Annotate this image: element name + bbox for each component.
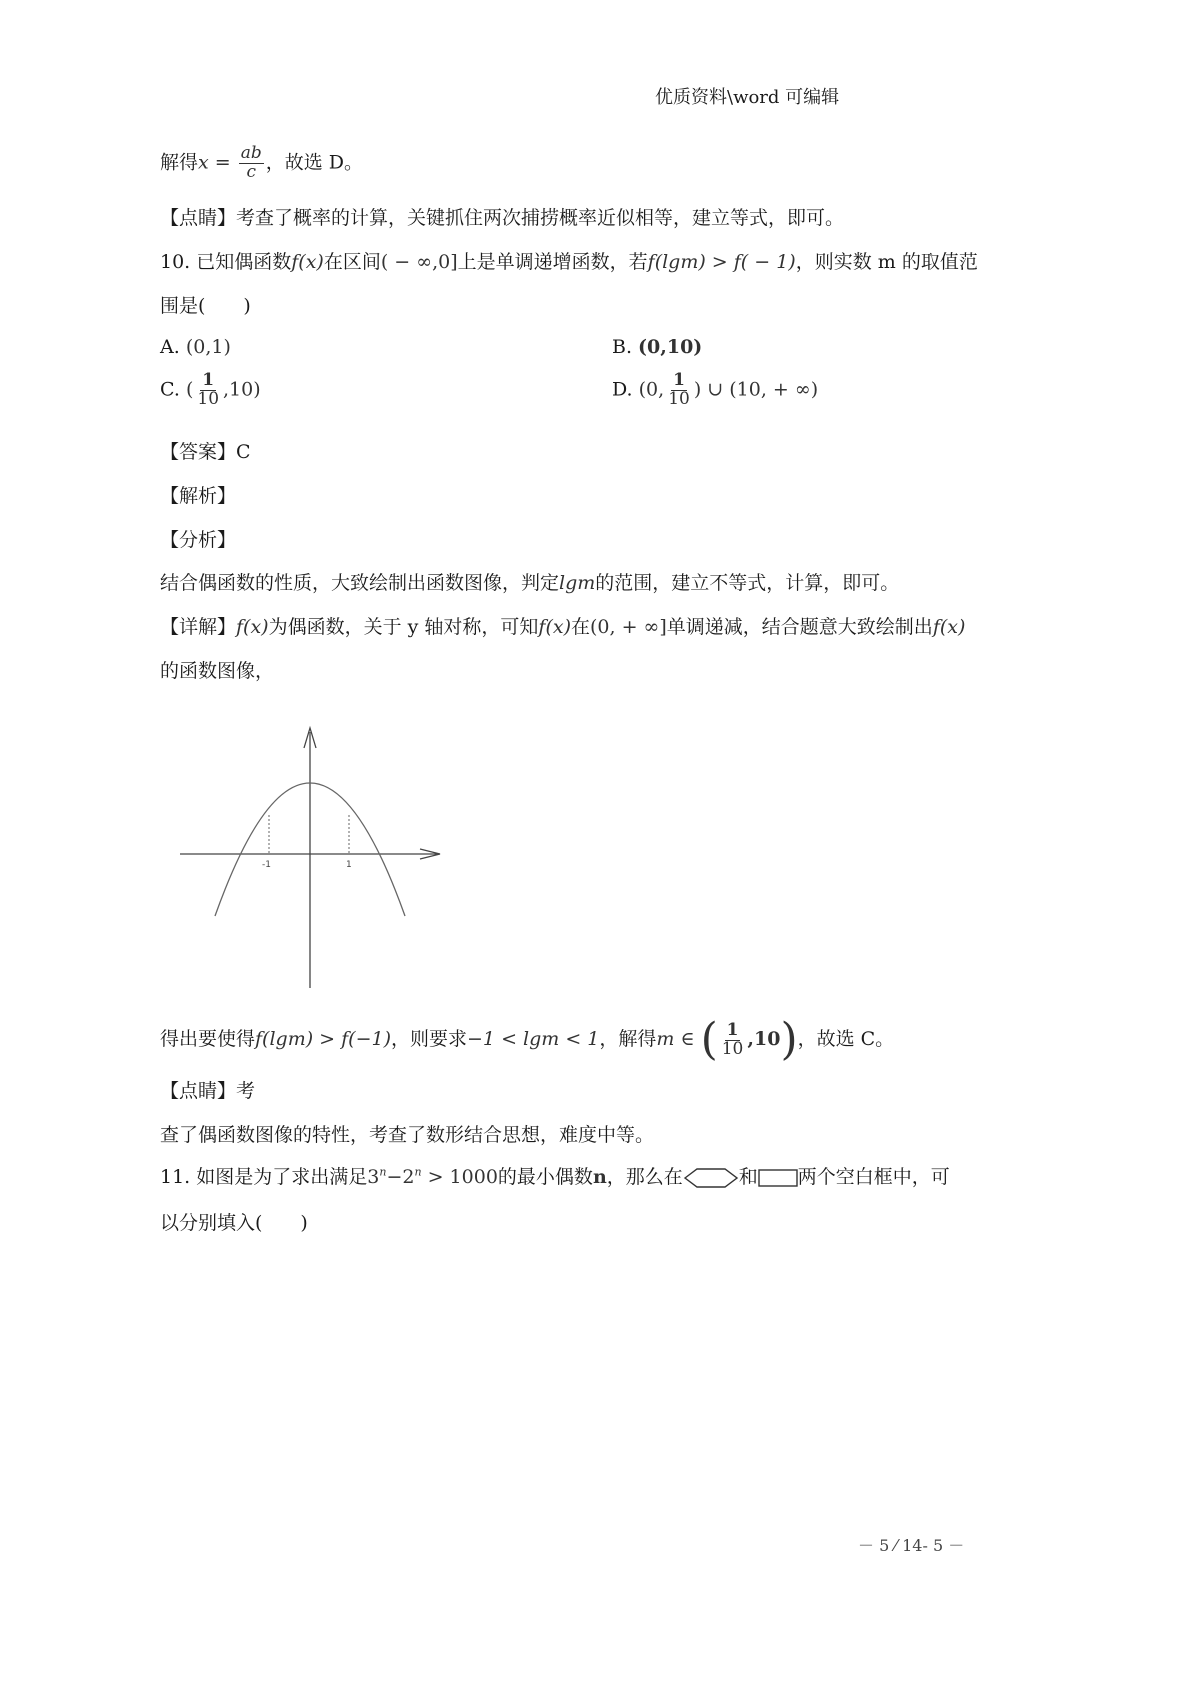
comment-paragraph: 【点睛】考查了概率的计算，关键抓住两次捕捞概率近似相等，建立等式，即可。 xyxy=(160,207,845,229)
solution-suffix: ，故选 D。 xyxy=(265,151,364,174)
result-inequality: f(lgm) > f(−1) xyxy=(255,1028,391,1050)
q10-text-1: 10. 已知偶函数 xyxy=(160,251,292,273)
analysis-paragraph xyxy=(160,568,899,595)
q11-expr-b: −2 xyxy=(386,1166,415,1188)
option-c xyxy=(160,372,261,409)
comment2-line1: 【点睛】考 xyxy=(160,1080,256,1102)
option-d-den: 10 xyxy=(668,388,690,409)
q11-n: n xyxy=(592,1166,607,1188)
result-m-in: m ∈ xyxy=(656,1028,701,1050)
page-footer: － 5 ⁄ 14- 5 － xyxy=(858,1536,965,1555)
detail-interval: (0, + ∞] xyxy=(590,616,667,638)
question-10-line2: 围是( ) xyxy=(160,295,251,317)
diamond-shape-icon xyxy=(683,1167,739,1189)
q10-text-2: 在区间 xyxy=(323,251,381,273)
result-fraction xyxy=(720,1019,746,1059)
answer-line: 【答案】C xyxy=(160,441,251,463)
q10-interval: ( − ∞,0] xyxy=(380,251,458,273)
option-c-open: ( xyxy=(185,378,194,401)
result-den: 10 xyxy=(721,1038,744,1059)
option-c-close: ,10) xyxy=(223,378,261,401)
question-11-line1 xyxy=(160,1162,950,1189)
detail-fx-1: f(x) xyxy=(236,616,269,638)
option-c-fraction xyxy=(195,372,221,409)
q11-expr-c: > 1000 xyxy=(421,1166,498,1188)
question-10-line1 xyxy=(160,247,978,274)
result-close: ,10 xyxy=(747,1028,781,1050)
q11-text-5: 两个空白框中，可 xyxy=(797,1166,950,1188)
option-b-label: B. xyxy=(612,336,639,358)
q11-text-3: ，那么在 xyxy=(606,1166,683,1188)
detail-fx-2: f(x) xyxy=(538,616,571,638)
q10-text-4: ，则实数 m 的取值范 xyxy=(795,251,978,273)
solution-prefix: 解得 xyxy=(160,151,199,174)
equals-sign: = xyxy=(208,151,237,174)
option-c-label: C. xyxy=(160,378,186,401)
var-x: x xyxy=(198,151,209,174)
page-header: 优质资料\word 可编辑 xyxy=(655,87,840,108)
result-num: 1 xyxy=(726,1019,739,1040)
option-a-label: A. xyxy=(160,336,186,358)
result-text-1: 得出要使得 xyxy=(160,1028,256,1050)
comment2-line2: 查了偶函数图像的特性，考查了数形结合思想，难度中等。 xyxy=(160,1124,655,1146)
tick-label-neg1: -1 xyxy=(262,860,271,870)
tick-label-pos1: 1 xyxy=(346,860,352,870)
analysis-text-2: 的范围，建立不等式，计算，即可。 xyxy=(595,572,900,594)
solution-line xyxy=(160,145,363,182)
fenxi-heading: 【分析】 xyxy=(160,529,237,551)
result-range: −1 < lgm < 1 xyxy=(467,1028,600,1050)
q11-text-1: 11. 如图是为了求出满足 xyxy=(160,1166,368,1188)
option-b xyxy=(612,336,702,358)
detail-text-4: 单调递减，结合题意大致绘制出 xyxy=(666,616,933,638)
detail-line1 xyxy=(160,612,965,639)
option-d-close: ) ∪ (10, + ∞) xyxy=(693,378,819,401)
q11-exp1: n xyxy=(379,1165,387,1179)
detail-fx-3: f(x) xyxy=(932,616,966,638)
option-c-den: 10 xyxy=(197,388,220,409)
option-c-num: 1 xyxy=(202,370,215,390)
option-d-open: (0, xyxy=(638,378,665,401)
result-text-4: ，故选 C。 xyxy=(797,1028,895,1050)
question-11-line2: 以分别填入( ) xyxy=(160,1212,308,1234)
result-text-3: ，解得 xyxy=(599,1028,657,1050)
result-line xyxy=(160,1014,895,1065)
right-paren: ) xyxy=(780,1014,798,1065)
option-d xyxy=(612,372,818,409)
parabola-graph xyxy=(170,720,450,995)
q11-expr-a: 3 xyxy=(367,1166,380,1188)
q10-inequality: f(lgm) > f( − 1) xyxy=(647,251,796,273)
option-b-value: (0,10) xyxy=(638,336,703,358)
q11-text-4: 和 xyxy=(738,1166,758,1188)
analysis-text-1: 结合偶函数的性质，大致绘制出函数图像，判定 xyxy=(160,572,560,594)
jiexi-heading: 【解析】 xyxy=(160,485,237,507)
option-d-label: D. xyxy=(612,378,639,401)
option-d-num: 1 xyxy=(673,370,685,390)
q11-text-2: 的最小偶数 xyxy=(497,1166,593,1188)
option-d-fraction xyxy=(666,372,692,409)
analysis-lgm: lgm xyxy=(559,572,596,594)
option-a xyxy=(160,336,231,358)
detail-text-1: 【详解】 xyxy=(160,616,237,638)
fraction-numerator: ab xyxy=(240,143,262,163)
detail-text-3: 在 xyxy=(571,616,591,638)
q11-exp2: n xyxy=(414,1165,422,1179)
result-text-2: ，则要求 xyxy=(391,1028,468,1050)
detail-line2: 的函数图像， xyxy=(160,660,275,682)
option-a-value: (0,1) xyxy=(185,336,231,358)
fraction-ab-over-c xyxy=(239,145,264,182)
left-paren: ( xyxy=(700,1014,718,1065)
rectangle-shape-icon xyxy=(758,1168,798,1188)
fraction-denominator: c xyxy=(246,161,257,182)
q10-text-3: 上是单调递增函数，若 xyxy=(457,251,648,273)
q10-fx: f(x) xyxy=(291,251,324,273)
detail-text-2: 为偶函数，关于 y 轴对称，可知 xyxy=(268,616,539,638)
